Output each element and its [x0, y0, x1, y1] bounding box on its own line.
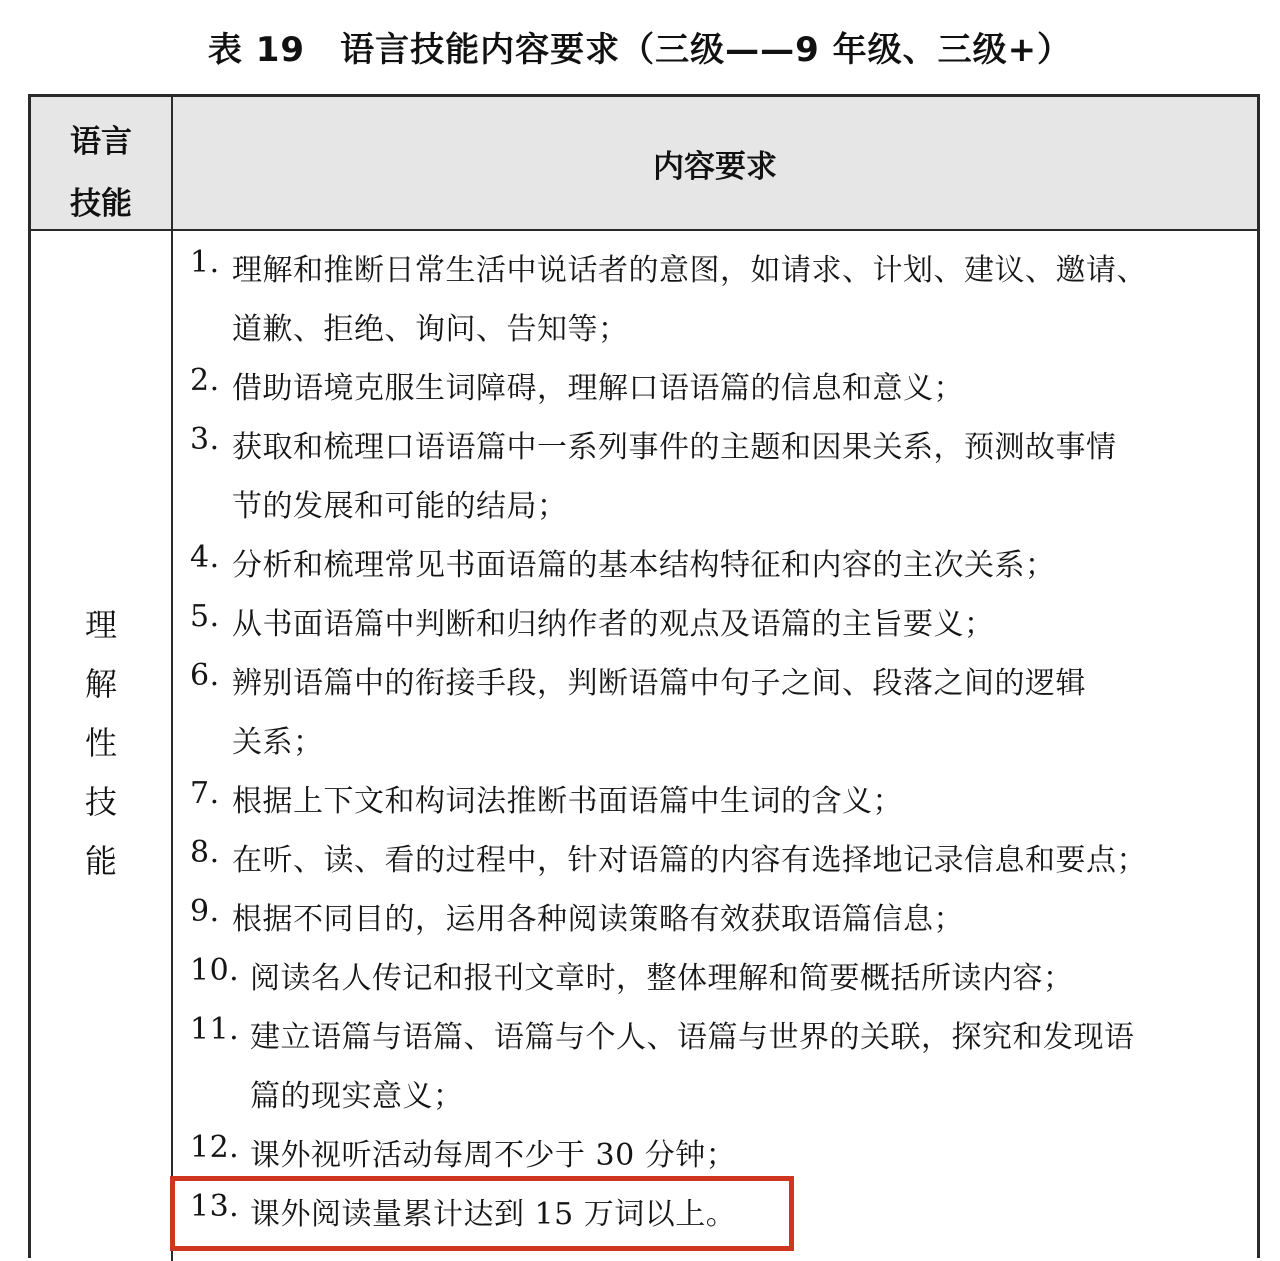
item-number: 5. — [190, 599, 220, 634]
table-title: 表 19 语言技能内容要求（三级——9 年级、三级+） — [207, 30, 1073, 70]
item-text-line: 道歉、拒绝、询问、告知等； — [232, 312, 629, 347]
table-header — [31, 97, 1257, 231]
item-text-line: 课外视听活动每周不少于 30 分钟； — [250, 1138, 737, 1173]
item-number: 3. — [190, 422, 220, 457]
item-number: 9. — [190, 894, 220, 929]
item-text-line: 借助语境克服生词障碍，理解口语语篇的信息和意义； — [232, 371, 964, 406]
item-text-line: 篇的现实意义； — [250, 1079, 464, 1114]
item-text-line: 关系； — [232, 725, 324, 760]
item-number: 13. — [190, 1189, 240, 1224]
item-text-line: 节的发展和可能的结局； — [232, 489, 568, 524]
item-text-line: 在听、读、看的过程中，针对语篇的内容有选择地记录信息和要点； — [232, 843, 1147, 878]
category-char: 解 — [84, 665, 117, 703]
item-number: 2. — [190, 363, 220, 398]
item-text-line: 根据上下文和构词法推断书面语篇中生词的含义； — [232, 784, 903, 819]
category-cell — [31, 97, 171, 1261]
category-char: 技 — [84, 783, 117, 821]
item-text-line: 建立语篇与语篇、语篇与个人、语篇与世界的关联，探究和发现语 — [250, 1020, 1135, 1055]
item-number: 8. — [190, 835, 220, 870]
item-text-line: 从书面语篇中判断和归纳作者的观点及语篇的主旨要义； — [232, 607, 995, 642]
category-char: 理 — [84, 606, 117, 644]
item-number: 4. — [190, 540, 220, 575]
item-text-line: 分析和梳理常见书面语篇的基本结构特征和内容的主次关系； — [232, 548, 1056, 583]
item-text-line: 阅读名人传记和报刊文章时，整体理解和简要概括所读内容； — [250, 961, 1074, 996]
category-char: 性 — [84, 724, 117, 762]
item-number: 12. — [190, 1130, 240, 1165]
item-text-line: 理解和推断日常生活中说话者的意图，如请求、计划、建议、邀请、 — [232, 253, 1147, 288]
item-number: 1. — [190, 245, 220, 280]
item-text-line: 获取和梳理口语语篇中一系列事件的主题和因果关系，预测故事情 — [232, 430, 1117, 465]
item-number: 7. — [190, 776, 220, 811]
highlight-box — [170, 1176, 794, 1251]
header-content-cell: 内容要求 — [653, 148, 777, 185]
category-char: 能 — [84, 842, 117, 880]
item-text-line: 根据不同目的，运用各种阅读策略有效获取语篇信息； — [232, 902, 964, 937]
item-number: 6. — [190, 658, 220, 693]
column-divider — [171, 97, 173, 1261]
item-number: 10. — [190, 953, 240, 988]
header-skill-line1: 语言 — [70, 124, 132, 160]
header-skill-line2: 技能 — [70, 186, 132, 222]
item-number: 11. — [190, 1012, 240, 1047]
item-text-line: 辨别语篇中的衔接手段，判断语篇中句子之间、段落之间的逻辑 — [232, 666, 1086, 701]
item-text-line: 课外阅读量累计达到 15 万词以上。 — [250, 1197, 737, 1232]
